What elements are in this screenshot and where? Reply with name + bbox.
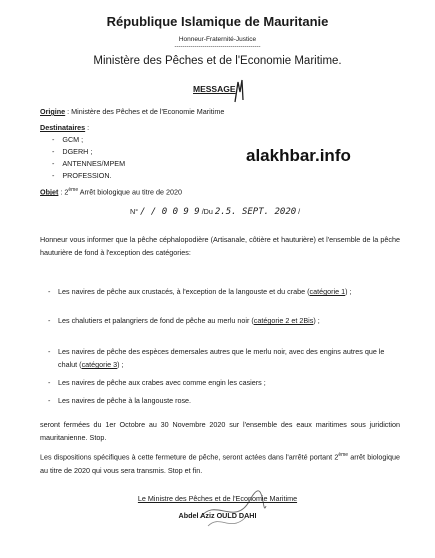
- ministry-heading: Ministère des Pêches et de l'Economie Maritime.: [93, 55, 342, 67]
- category-bullet: - Les navires de pêche aux crustacés, à l'exception de la langouste et du crabe (catégorie 1) ;: [48, 287, 352, 296]
- destinataire-item: - DGERH ;: [52, 147, 93, 156]
- destinataire-item: - GCM ;: [52, 135, 84, 144]
- reference-line: N° / / 0 0 9 9 /Du 2.5. SEPT. 2020 /: [130, 207, 301, 217]
- republic-title: République Islamique de Mauritanie: [106, 14, 329, 29]
- objet-label: Objet: [40, 187, 59, 197]
- signatory-title: Le Ministre des Pêches et de l'Economie Maritime: [137, 494, 298, 503]
- reference-date: 2.5. SEPT. 2020: [214, 207, 297, 217]
- category-bullet: - Les navires de pêche à la langouste rose.: [48, 396, 192, 405]
- reference-n-label: N°: [130, 207, 139, 216]
- reference-du-label: /Du: [201, 207, 213, 216]
- separator-dashes: -------------------------------------------: [174, 44, 261, 50]
- category-bullet: - Les chalutiers et palangriers de fond de pêche au merlu noir (catégorie 2 et 2Bis) ;: [48, 316, 320, 325]
- category-bullet: - Les navires de pêche aux crabes avec comme engin les casiers ;: [48, 378, 266, 387]
- handwritten-initial-mark: [232, 78, 246, 104]
- closing-paragraph-dates: seront fermées du 1er Octobre au 30 Novembre 2020 sur l'ensemble des eaux maritimes sous juridiction mauritanienne. Stop.: [40, 420, 400, 443]
- intro-paragraph: Honneur vous informer que la pêche céphalopodière (Artisanale, côtière et hauturière) et l'ensemble de la pêche hauturière de fond à l'exception des catégories:: [40, 235, 400, 258]
- destinataire-item: - ANTENNES/MPEM: [52, 159, 126, 168]
- destinataires-label: Destinataires: [40, 123, 86, 132]
- national-motto: Honneur-Fraternité-Justice: [178, 36, 257, 43]
- reference-number: / / 0 0 9 9: [140, 207, 200, 217]
- objet-line: Objet : 2ème Arrêt biologique au titre de 2020: [40, 187, 183, 197]
- category-bullet: - Les navires de pêche des espèces demersales autres que le merlu noir, avec des engins autres que le chalut (catégorie 3) ;: [48, 347, 385, 370]
- signatory-name: Abdel Aziz OULD DAHI: [178, 511, 257, 520]
- destinataires-heading: Destinataires :: [40, 123, 90, 132]
- closing-paragraph-arrete: Les dispositions spécifiques à cette fermeture de pêche, seront actées dans l'arrêté portant 2ème arrêt biologique au titre de 2020 qui vous sera transmis. Stop et fin.: [40, 452, 400, 475]
- destinataire-item: - PROFESSION.: [52, 171, 112, 180]
- origine-line: [40, 107, 224, 116]
- message-heading: MESSAGE: [193, 84, 236, 94]
- site-watermark: alakhbar.info: [246, 146, 351, 165]
- origine-label: Origine: [40, 107, 66, 116]
- origine-text: : Ministère des Pêches et de l'Economie Maritime: [65, 107, 225, 116]
